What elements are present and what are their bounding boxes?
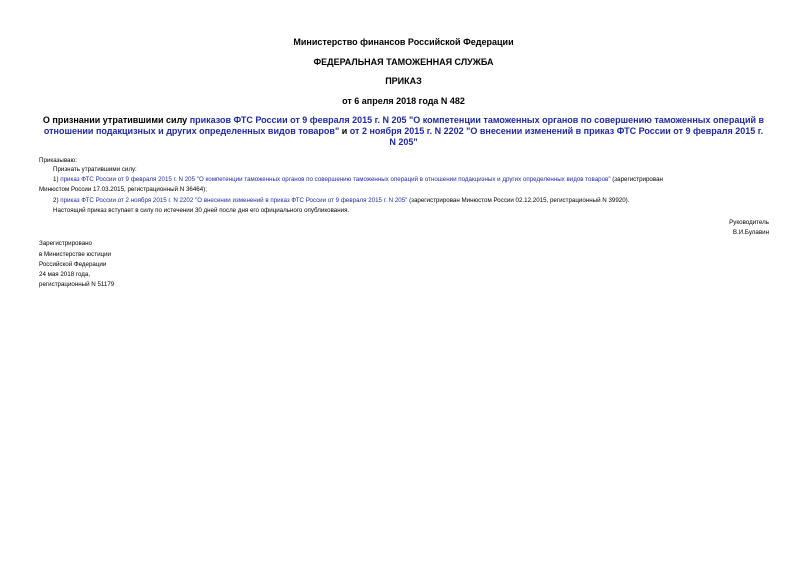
item2-link[interactable]: приказ ФТС России от 2 ноября 2015 г. N 2202 "О внесении изменений в приказ ФТС России от 9 февраля 2015 г. N 205"	[60, 197, 408, 204]
document-title	[40, 115, 767, 148]
item1-continuation: Минюстом России 17.03.2015, регистрационный N 36464);	[39, 186, 207, 193]
item1-line	[53, 176, 663, 184]
registration-line-3: Российской Федерации	[39, 261, 107, 268]
item1-suffix: (зарегистрирован	[610, 176, 663, 183]
item2-suffix: (зарегистрирован Минюстом России 02.12.2015, регистрационный N 39920).	[407, 197, 630, 204]
doc-type-heading: ПРИКАЗ	[385, 76, 422, 86]
registration-line-1: Зарегистрировано	[39, 240, 92, 247]
title-link-order-2202[interactable]: от 2 ноября 2015 г. N 2202 "О внесении изменений в приказ ФТС России от 9 февраля 2015 г. N 205"	[349, 126, 764, 147]
item2-prefix: 2)	[53, 197, 61, 204]
registration-line-5: регистрационный N 51179	[39, 281, 115, 288]
title-text-2: и	[339, 126, 350, 136]
ministry-heading: Министерство финансов Российской Федерации	[293, 37, 514, 47]
title-link-order-205[interactable]: приказов ФТС России от 9 февраля 2015 г. N 205 "О компетенции таможенных органов по совершению таможенных операций в отношении подакцизных и других определенных видов товаров"	[43, 115, 765, 136]
service-heading: ФЕДЕРАЛЬНАЯ ТАМОЖЕННАЯ СЛУЖБА	[313, 57, 494, 67]
final-clause: Настоящий приказ вступает в силу по истечении 30 дней после дня его официального опубликования.	[53, 207, 350, 214]
item0-text: Признать утратившими силу:	[53, 166, 137, 173]
intro-text: Приказываю:	[39, 157, 77, 164]
registration-line-2: в Министерстве юстиции	[39, 251, 112, 258]
item2-line	[53, 197, 629, 205]
title-text-1: О признании утратившими силу	[42, 115, 190, 125]
item1-link[interactable]: приказ ФТС России от 9 февраля 2015 г. N 205 "О компетенции таможенных органов по совершению таможенных операций в отношении подакцизных и других определенных видов товаров"	[60, 176, 611, 183]
signature-name: В.И.Булавин	[732, 229, 769, 236]
date-number-heading: от 6 апреля 2018 года N 482	[342, 96, 465, 106]
signature-role: Руководитель	[729, 219, 769, 226]
registration-line-4: 24 мая 2018 года,	[39, 271, 91, 278]
item1-prefix: 1)	[53, 176, 61, 183]
